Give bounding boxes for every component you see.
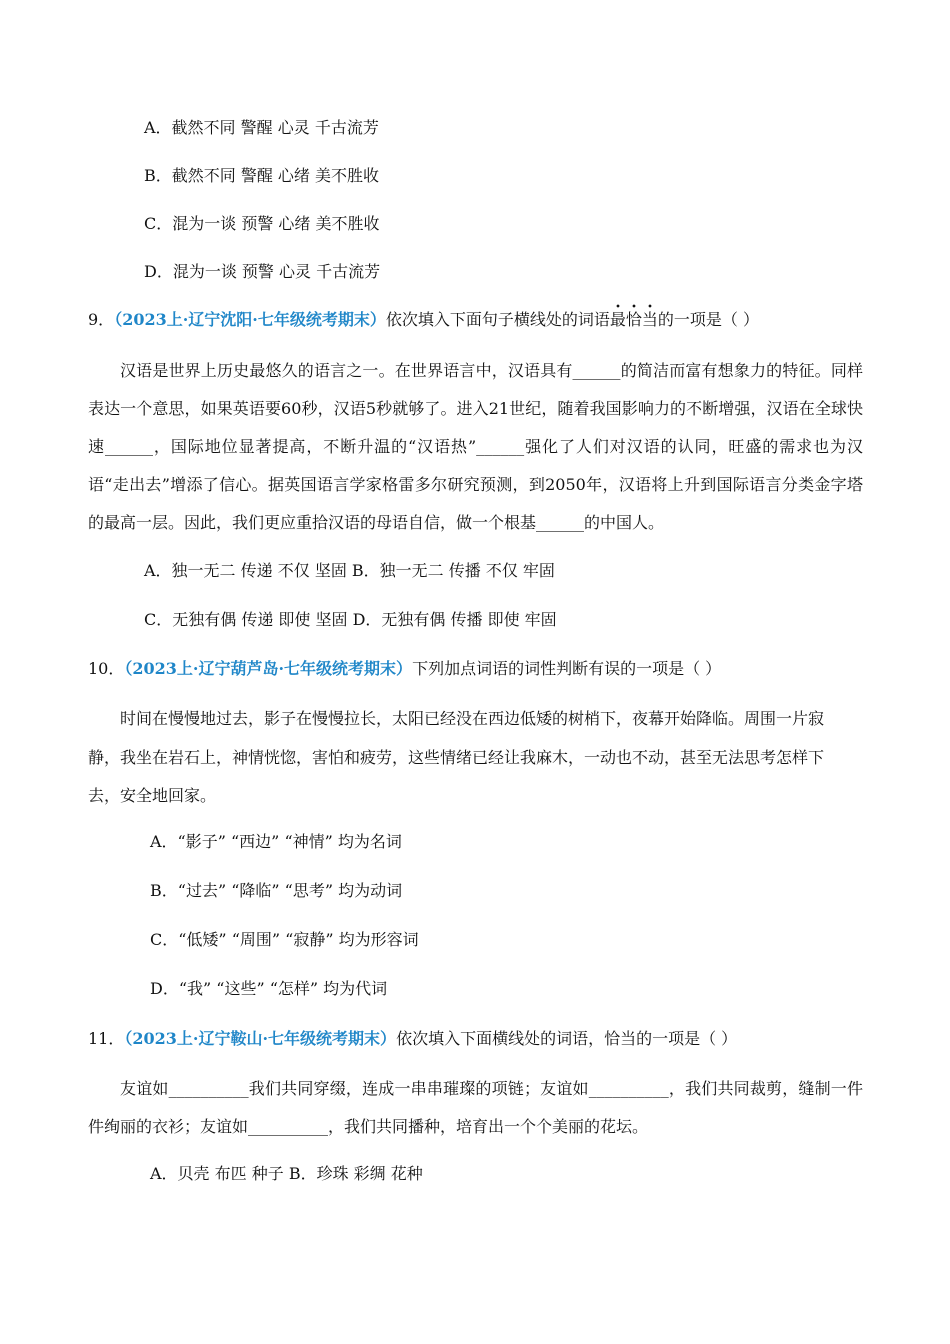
q9-options-ab: A．独一无二 传递 不仅 坚固 B．独一无二 传播 不仅 牢固	[144, 561, 555, 580]
q10-passage-line-2: 静，我坐在岩石上，神情恍惚，害怕和疲劳，这些情绪已经让我麻木，一动也不动，甚至无法思考怎样下	[88, 748, 825, 767]
q10-option-b: B．“过去” “降临” “思考” 均为动词	[150, 881, 403, 900]
q11-stem-text: 依次填入下面横线处的词语，恰当的一项是（ ）	[396, 1029, 738, 1048]
q11-source: （2023上·辽宁鞍山·七年级统考期末）	[124, 1029, 397, 1048]
q10-option-d: D．“我” “这些” “怎样” 均为代词	[150, 979, 388, 998]
q8-option-c: C．混为一谈 预警 心绪 美不胜收	[144, 214, 380, 233]
q9-stem-emphasis: 最恰当	[609, 310, 658, 329]
q9-stem	[88, 309, 759, 331]
q9-source: （2023上·辽宁沈阳·七年级统考期末）	[114, 310, 386, 329]
q11-number: 11．	[88, 1029, 125, 1048]
q11-passage: 友谊如__________我们共同穿缀，连成一串串璀璨的项链；友谊如__________，我们共同裁剪，缝制一件件绚丽的衣衫；友谊如__________，我们共同播种，培育出一个个美丽的花坛。	[88, 1079, 863, 1136]
q9-stem-post: 的一项是（ ）	[657, 310, 759, 329]
q9-stem-pre: 依次填入下面句子横线处的词语	[385, 310, 610, 329]
q10-passage-line-1: 时间在慢慢地过去，影子在慢慢拉长，太阳已经没在西边低矮的树梢下，夜幕开始降临。周围一片寂	[120, 709, 825, 728]
q8-option-d: D．混为一谈 预警 心灵 千古流芳	[144, 262, 381, 281]
q9-options-cd: C．无独有偶 传递 即使 坚固 D．无独有偶 传播 即使 牢固	[144, 610, 557, 629]
q10-option-a: A．“影子” “西边” “神情” 均为名词	[150, 832, 402, 851]
q8-option-a: A．截然不同 警醒 心灵 千古流芳	[144, 118, 379, 137]
q10-number: 10．	[88, 659, 125, 678]
q10-stem-text: 下列加点词语的词性判断有误的一项是（ ）	[412, 659, 722, 678]
q10-source: （2023上·辽宁葫芦岛·七年级统考期末）	[124, 659, 413, 678]
q8-option-b: B．截然不同 警醒 心绪 美不胜收	[144, 166, 380, 185]
q9-passage: 汉语是世界上历史最悠久的语言之一。在世界语言中，汉语具有______的简洁而富有想象力的特征。同样表达一个意思，如果英语要60秒，汉语5秒就够了。进入21世纪，随着我国影响力的不断增强，汉语在全球快速______，国际地位显著提高，不断升温的“汉语热”______强化了人们对汉语的认同，旺盛的需求也为汉语“走出去”增添了信心。据英国语言学家格雷多尔研究预测，到2050年，汉语将上升到国际语言分类金字塔的最高一层。因此，我们更应重拾汉语的母语自信，做一个根基______的中国人。	[88, 361, 863, 532]
q9-number: 9．	[88, 310, 115, 329]
q10-option-c: C．“低矮” “周围” “寂静” 均为形容词	[150, 930, 419, 949]
q10-passage-line-3: 去，安全地回家。	[88, 786, 217, 805]
q11-options: A．贝壳 布匹 种子 B．珍珠 彩绸 花种	[150, 1164, 423, 1183]
q11-stem	[88, 1028, 737, 1050]
q10-stem	[88, 658, 721, 680]
